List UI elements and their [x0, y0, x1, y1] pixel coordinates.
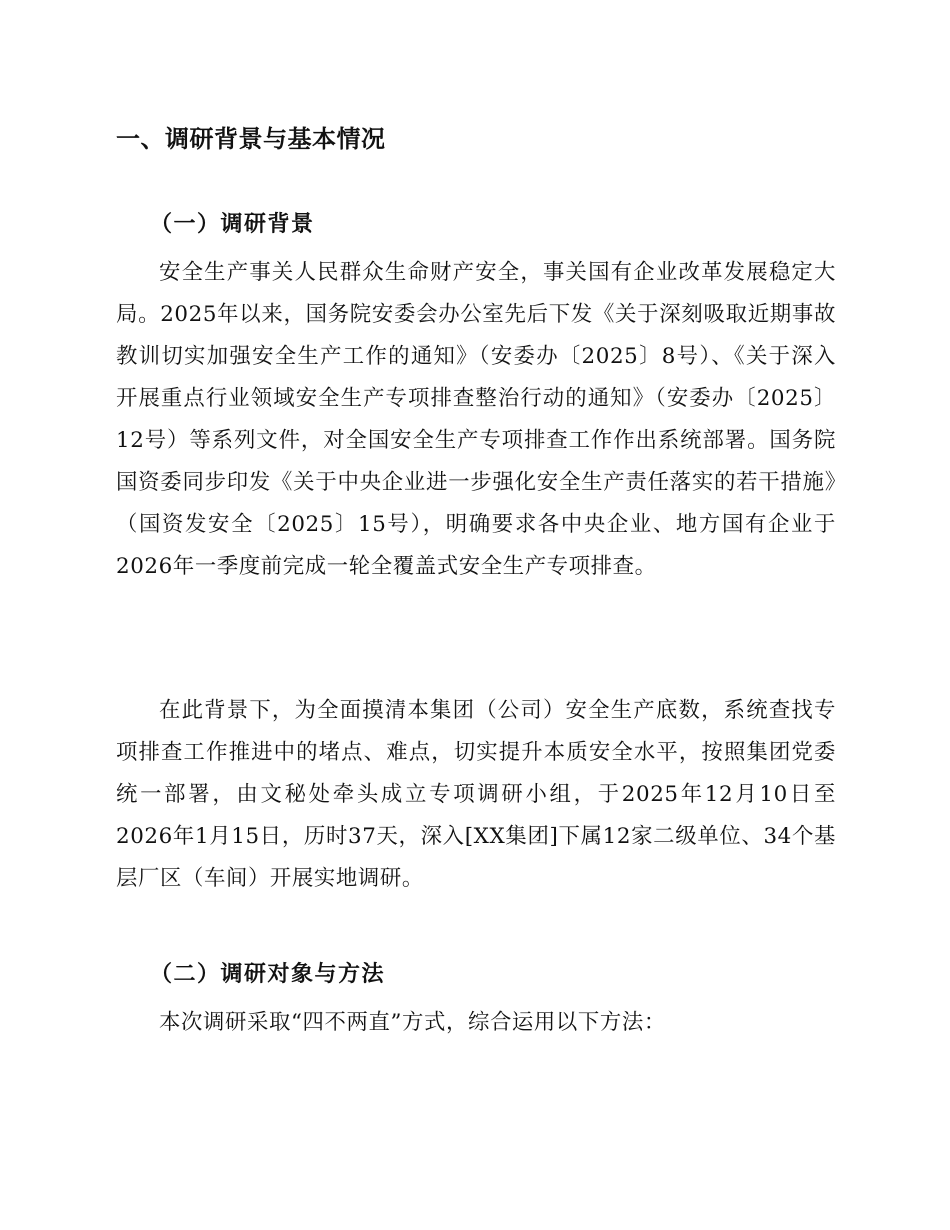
- subsection-title-background: （一）调研背景: [150, 212, 315, 237]
- subsection-title-methods: （二）调研对象与方法: [150, 962, 386, 987]
- section-title: 一、调研背景与基本情况: [116, 125, 386, 153]
- paragraph-background-policy: 安全生产事关人民群众生命财产安全，事关国有企业改革发展稳定大局。2025年以来，国务院安委会办公室先后下发《关于深刻吸取近期事故教训切实加强安全生产工作的通知》（安委办〔2025〕8号）、《关于深入开展重点行业领域安全生产专项排查整治行动的通知》（安委办〔2025〕12号）等系列文件，对全国安全生产专项排查工作作出系统部署。国务院国资委同步印发《关于中央企业进一步强化安全生产责任落实的若干措施》（国资发安全〔2025〕15号），明确要求各中央企业、地方国有企业于2026年一季度前完成一轮全覆盖式安全生产专项排查。: [116, 260, 836, 579]
- paragraph-background-research: 在此背景下，为全面摸清本集团（公司）安全生产底数，系统查找专项排查工作推进中的堵点、难点，切实提升本质安全水平，按照集团党委统一部署，由文秘处牵头成立专项调研小组，于2025年12月10日至2026年1月15日，历时37天，深入[XX集团]下属12家二级单位、34个基层厂区（车间）开展实地调研。: [116, 698, 836, 891]
- paragraph-methods-intro: 本次调研采取“四不两直”方式，综合运用以下方法：: [159, 1010, 666, 1035]
